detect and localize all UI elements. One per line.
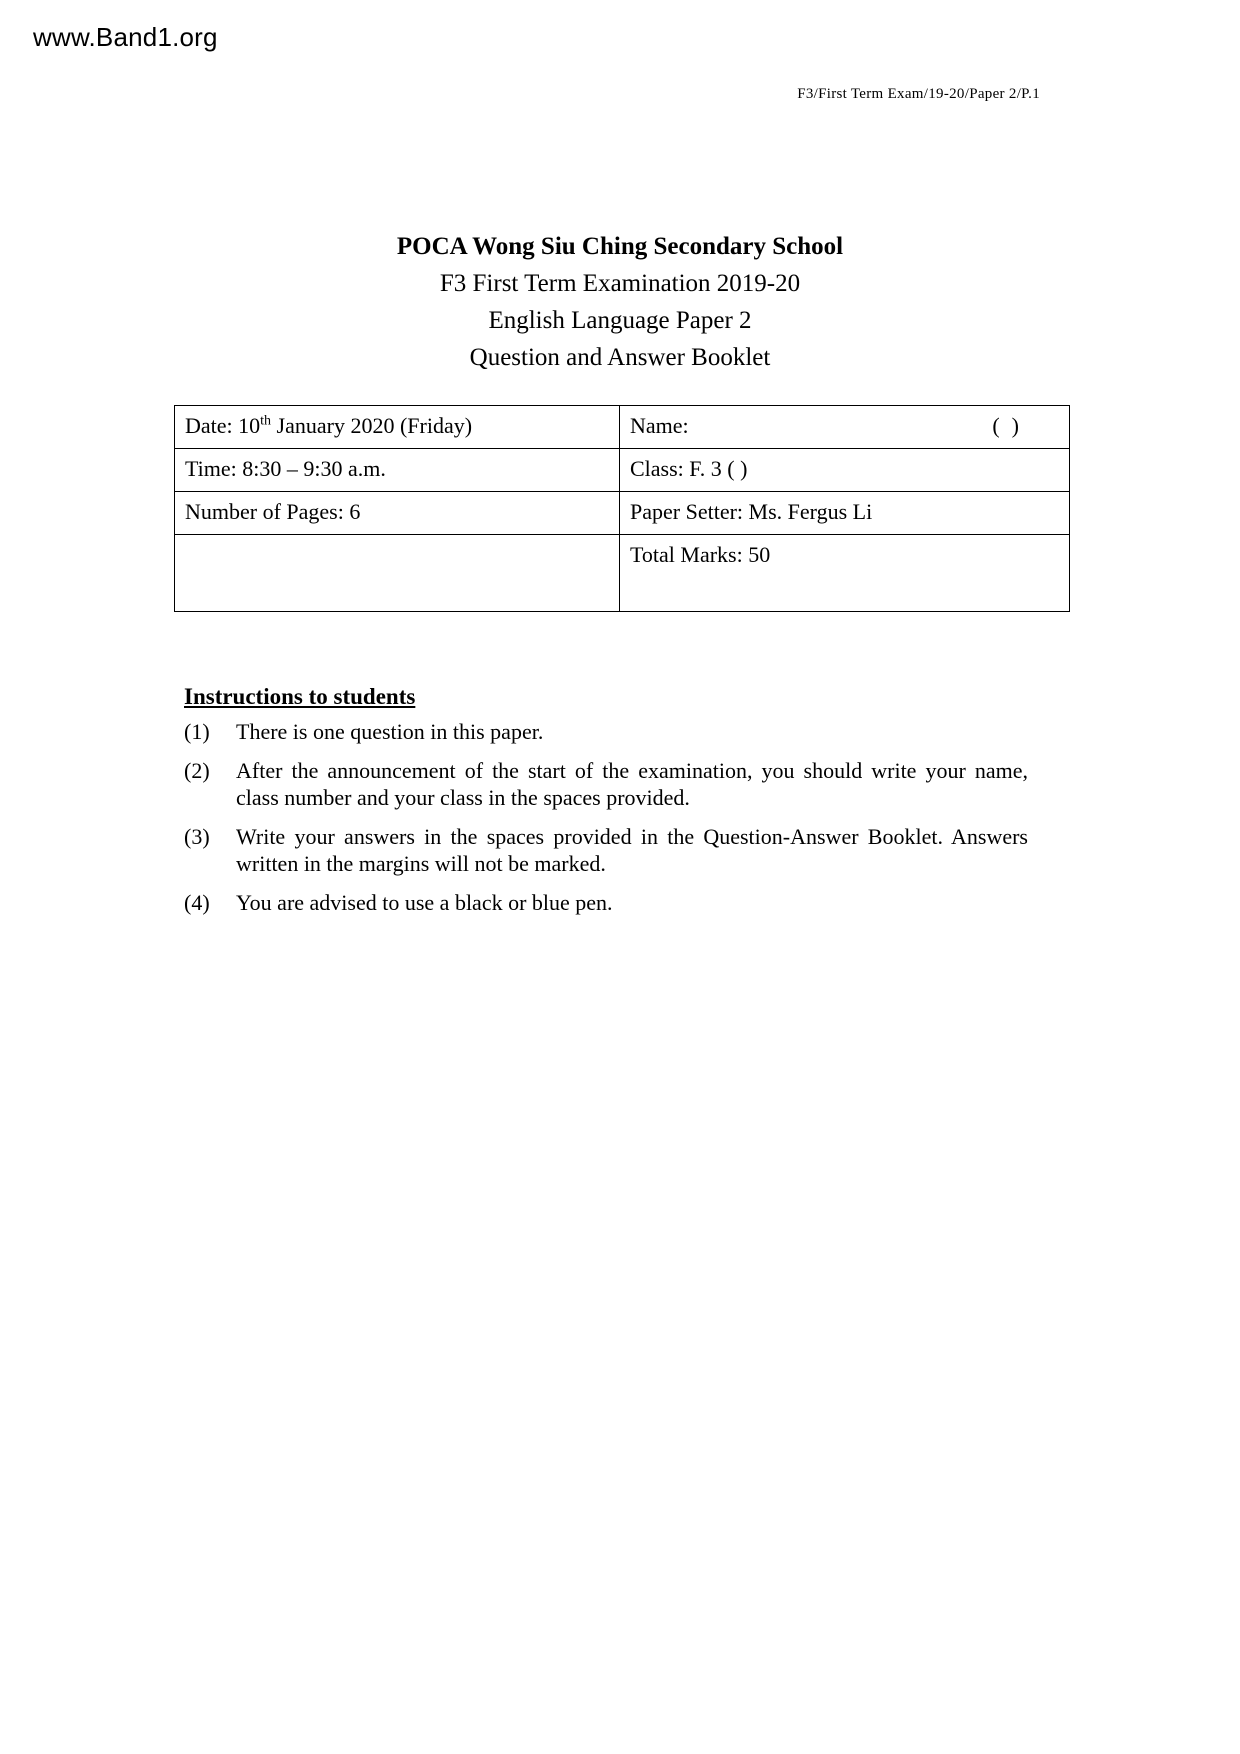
exam-info-table bbox=[174, 405, 1070, 612]
booklet-name: Question and Answer Booklet bbox=[469, 344, 771, 371]
school-name: POCA Wong Siu Ching Secondary School bbox=[396, 233, 844, 260]
list-item bbox=[184, 889, 1028, 916]
date-cell bbox=[175, 406, 620, 449]
instruction-text: Write your answers in the spaces provided in the Question-Answer Booklet. Answers written in the margins will not be marked. bbox=[236, 824, 1028, 876]
instructions-section bbox=[184, 682, 1028, 916]
date-rest: January 2020 (Friday) bbox=[271, 413, 473, 438]
name-cell bbox=[620, 406, 1070, 449]
instruction-number: (3) bbox=[184, 824, 210, 849]
exam-name: F3 First Term Examination 2019-20 bbox=[439, 270, 801, 297]
watermark-text: www.Band1.org bbox=[33, 22, 218, 52]
instruction-number: (1) bbox=[184, 719, 210, 744]
instruction-text: After the announcement of the start of the examination, you should write your name, class number and your class in the spaces provided. bbox=[236, 758, 1028, 810]
class-cell: Class: F. 3 ( ) bbox=[620, 449, 1070, 492]
list-item bbox=[184, 757, 1028, 811]
table-row bbox=[175, 535, 1070, 612]
header-paper-code: F3/First Term Exam/19-20/Paper 2/P.1 bbox=[797, 86, 1040, 102]
table-row bbox=[175, 449, 1070, 492]
list-item bbox=[184, 823, 1028, 877]
date-ordinal-suffix: th bbox=[260, 413, 272, 429]
instruction-number: (2) bbox=[184, 758, 210, 783]
time-cell: Time: 8:30 – 9:30 a.m. bbox=[175, 449, 620, 492]
instruction-text: You are advised to use a black or blue pen. bbox=[236, 890, 613, 915]
pages-cell: Number of Pages: 6 bbox=[175, 492, 620, 535]
paper-setter-cell: Paper Setter: Ms. Fergus Li bbox=[620, 492, 1070, 535]
name-bracket: () bbox=[992, 413, 1031, 438]
blank-cell bbox=[175, 535, 620, 612]
subject-name: English Language Paper 2 bbox=[488, 307, 752, 334]
total-marks-cell: Total Marks: 50 bbox=[620, 535, 1070, 612]
name-label: Name: bbox=[630, 413, 689, 438]
instructions-heading: Instructions to students bbox=[184, 684, 416, 709]
title-block bbox=[0, 228, 1240, 376]
instruction-number: (4) bbox=[184, 890, 210, 915]
instruction-text: There is one question in this paper. bbox=[236, 719, 544, 744]
date-label: Date: 10 bbox=[185, 413, 261, 438]
table-row bbox=[175, 406, 1070, 449]
list-item bbox=[184, 718, 1028, 745]
table-row bbox=[175, 492, 1070, 535]
